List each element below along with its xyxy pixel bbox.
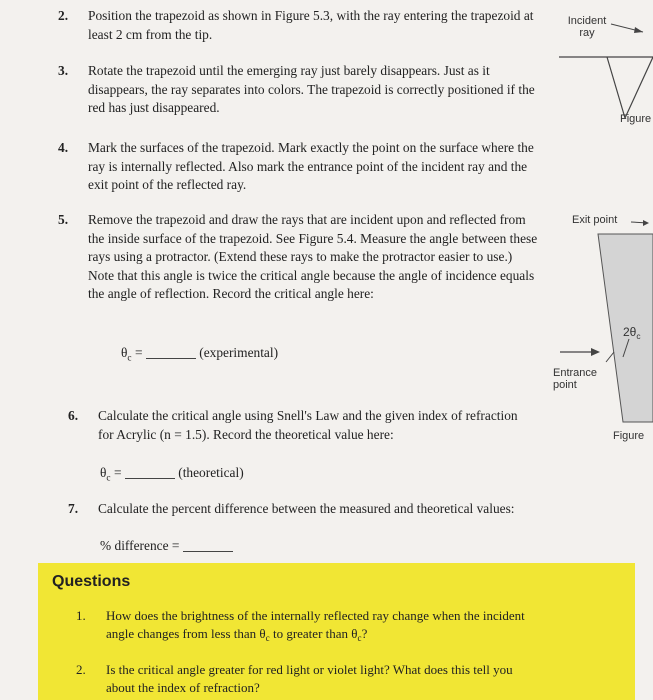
step-text: Position the trapezoid as shown in Figure 5.3, with the ray entering the trapezoid at least 2 cm from the tip. — [88, 8, 534, 42]
figure-5-4-diagram — [548, 212, 653, 427]
question-text-part: to greater than θ — [269, 626, 358, 641]
trapezoid-edge — [625, 57, 653, 118]
questions-heading: Questions — [52, 573, 131, 590]
theta-subscript: c — [106, 473, 111, 484]
trapezoid-edge — [607, 57, 625, 118]
step-number: 6. — [68, 408, 79, 423]
entrance-pointer — [606, 352, 614, 362]
step-number: 7. — [68, 501, 79, 516]
question-line: about the index of refraction? — [106, 680, 260, 695]
percent-difference-field — [100, 537, 233, 556]
step-text: Remove the trapezoid and draw the rays that are incident upon and reflected from the inside surface of the trapezoid. See Figure 5.4. Measure the angle between these rays using a protractor. (Extend these rays to make the protractor easier to use.) Note that this angle is twice the critical angle because the angle of incidence equals the angle of reflection. Record the critical angle here: — [88, 212, 538, 301]
step-text: Rotate the trapezoid until the emerging ray just barely disappears. Just as it disappears, the ray separates into colors. The trapezoid is correctly positioned if the red has just disappeared. — [88, 63, 535, 115]
theta-symbol: θ — [121, 345, 128, 360]
equals-sign: = — [113, 465, 122, 480]
arrow-head — [634, 27, 643, 33]
theoretical-blank[interactable] — [125, 466, 175, 479]
experimental-blank[interactable] — [146, 346, 196, 359]
theoretical-label: (theoretical) — [178, 465, 244, 480]
two-theta-text: 2θ — [623, 325, 637, 339]
theta-symbol: θ — [100, 465, 107, 480]
two-theta-label — [623, 325, 641, 341]
question-number: 1. — [76, 608, 86, 623]
step-number: 4. — [58, 140, 69, 155]
arrow-head — [643, 220, 649, 226]
experimental-field — [121, 344, 278, 368]
arrow-head — [591, 348, 600, 356]
theta-subscript: c — [357, 633, 362, 644]
figure-bottom-label: Figure — [613, 430, 645, 442]
two-theta-subscript: c — [636, 330, 641, 341]
step-number: 5. — [58, 212, 69, 227]
entrance-point-label: Entrance point — [553, 367, 598, 391]
question-line: How does the brightness of the internally reflected ray change when the incident — [106, 608, 525, 623]
theta-subscript: c — [265, 633, 270, 644]
experimental-label: (experimental) — [199, 345, 279, 360]
question-line — [106, 625, 367, 647]
percent-difference-label: % difference = — [100, 538, 180, 553]
step-text: Calculate the percent difference between the measured and theoretical values: — [98, 501, 515, 516]
exit-point-label: Exit point — [572, 214, 618, 226]
question-text-part: ? — [361, 626, 368, 641]
incident-ray-label: Incident ray — [567, 15, 607, 39]
question-text-part: angle changes from less than θ — [106, 626, 266, 641]
percent-difference-blank[interactable] — [183, 539, 233, 552]
step-number: 2. — [58, 8, 69, 23]
equals-sign: = — [134, 345, 143, 360]
figure-top-label: Figure — [620, 113, 652, 125]
theoretical-field — [100, 464, 244, 488]
step-text: Calculate the critical angle using Snell's Law and the given index of refraction for Acrylic (n = 1.5). Record the theoretical value here: — [98, 408, 518, 442]
question-number: 2. — [76, 662, 86, 677]
questions-section — [38, 563, 635, 700]
theta-subscript: c — [127, 353, 132, 364]
step-text: Mark the surfaces of the trapezoid. Mark exactly the point on the surface where the ray is internally reflected. Also mark the entrance point of the incident ray and the exit point of the reflected ray. — [88, 140, 534, 192]
step-number: 3. — [58, 63, 69, 78]
question-line: Is the critical angle greater for red light or violet light? What does this tell you — [106, 662, 513, 677]
